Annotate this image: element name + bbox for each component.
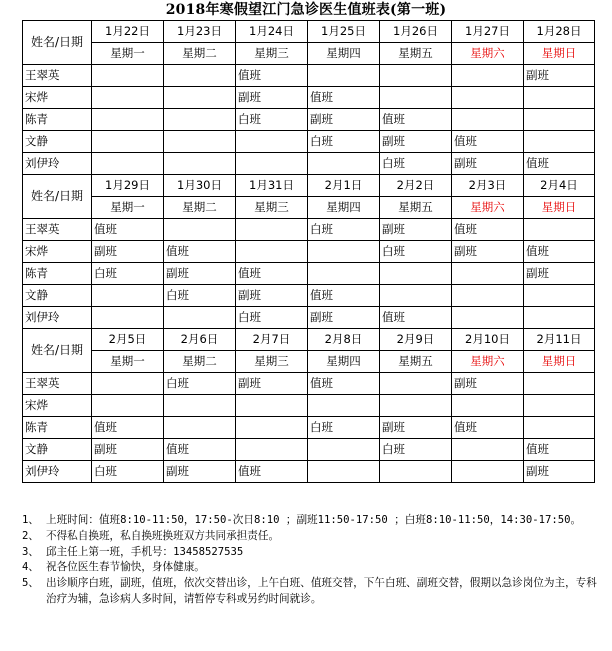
weekday-header: 星期六 (452, 43, 524, 65)
date-header: 2月4日 (524, 175, 595, 197)
shift-cell (308, 241, 380, 263)
doctor-name: 刘伊玲 (23, 461, 92, 483)
shift-cell: 白班 (308, 131, 380, 153)
weekday-header: 星期四 (308, 197, 380, 219)
shift-cell: 白班 (380, 241, 452, 263)
shift-cell (164, 219, 236, 241)
doctor-row (23, 461, 595, 483)
shift-cell (308, 153, 380, 175)
date-header: 2月11日 (524, 329, 595, 351)
shift-cell: 值班 (236, 263, 308, 285)
note-item (22, 529, 602, 545)
shift-cell: 副班 (452, 241, 524, 263)
shift-cell (380, 285, 452, 307)
shift-cell (92, 307, 164, 329)
shift-cell: 白班 (164, 285, 236, 307)
weekday-header: 星期日 (524, 197, 595, 219)
date-header: 2月10日 (452, 329, 524, 351)
note-number: 3、 (22, 545, 39, 558)
weekday-header: 星期日 (524, 43, 595, 65)
page-title: 2018年寒假望江门急诊医生值班表(第一班) (165, 2, 447, 18)
weekday-header: 星期五 (380, 43, 452, 65)
shift-cell: 值班 (308, 87, 380, 109)
weekday-header: 星期二 (164, 43, 236, 65)
shift-cell (164, 395, 236, 417)
date-header: 2月2日 (380, 175, 452, 197)
shift-cell (236, 241, 308, 263)
shift-cell (164, 307, 236, 329)
shift-cell: 副班 (164, 263, 236, 285)
date-header: 1月25日 (308, 21, 380, 43)
weekday-header: 星期六 (452, 197, 524, 219)
shift-cell: 值班 (92, 219, 164, 241)
weekday-header: 星期一 (92, 197, 164, 219)
shift-cell (452, 461, 524, 483)
shift-cell (236, 417, 308, 439)
shift-cell (236, 439, 308, 461)
doctor-row (23, 131, 595, 153)
date-header: 1月24日 (236, 21, 308, 43)
shift-cell: 值班 (452, 417, 524, 439)
doctor-row (23, 87, 595, 109)
notes-section (22, 513, 602, 608)
weekday-header: 星期三 (236, 351, 308, 373)
date-header: 2月3日 (452, 175, 524, 197)
doctor-row (23, 241, 595, 263)
shift-cell: 副班 (308, 109, 380, 131)
shift-cell (524, 395, 595, 417)
shift-cell (524, 285, 595, 307)
shift-cell: 副班 (380, 131, 452, 153)
shift-cell (452, 285, 524, 307)
shift-cell (308, 461, 380, 483)
doctor-name: 陈青 (23, 109, 92, 131)
weekday-row (23, 351, 595, 373)
date-header: 2月9日 (380, 329, 452, 351)
shift-cell (92, 373, 164, 395)
shift-cell: 副班 (236, 87, 308, 109)
note-text: 祝各位医生春节愉快，身体健康。 (46, 561, 205, 574)
weekday-row (23, 43, 595, 65)
shift-cell: 副班 (524, 263, 595, 285)
shift-cell: 值班 (164, 439, 236, 461)
doctor-row (23, 307, 595, 329)
shift-cell: 白班 (308, 219, 380, 241)
note-text: 出诊顺序白班，副班，值班，依次交替出诊，上午白班、值班交替，下午白班、副班交替，假期以急诊岗位为主，专科治疗为辅，急诊病人多时间，请暂停专科或另约时间就诊。 (46, 577, 597, 605)
doctor-name: 刘伊玲 (23, 153, 92, 175)
shift-cell (164, 87, 236, 109)
shift-cell (92, 87, 164, 109)
shift-cell (164, 109, 236, 131)
note-number: 5、 (22, 577, 39, 590)
shift-cell: 值班 (236, 65, 308, 87)
note-number: 4、 (22, 561, 39, 574)
shift-cell: 值班 (524, 439, 595, 461)
weekday-header: 星期四 (308, 43, 380, 65)
shift-cell: 值班 (308, 285, 380, 307)
shift-cell (524, 219, 595, 241)
shift-cell (380, 65, 452, 87)
date-header: 2月1日 (308, 175, 380, 197)
shift-cell (164, 131, 236, 153)
shift-cell (524, 87, 595, 109)
name-date-header: 姓名/日期 (23, 21, 92, 65)
note-item (22, 576, 602, 608)
date-header: 1月27日 (452, 21, 524, 43)
shift-cell: 值班 (380, 307, 452, 329)
name-date-header: 姓名/日期 (23, 175, 92, 219)
shift-cell (524, 109, 595, 131)
date-header: 1月29日 (92, 175, 164, 197)
shift-cell: 值班 (380, 109, 452, 131)
doctor-name: 宋烨 (23, 395, 92, 417)
doctor-row (23, 153, 595, 175)
note-text: 上班时间：值班8:10-11:50，17:50-次日8:10 ；副班11:50-17:50 ；白班8:10-11:50，14:30-17:50。 (46, 514, 582, 526)
note-text: 邱主任上第一班，手机号：13458527535 (46, 545, 244, 558)
shift-cell: 值班 (92, 417, 164, 439)
weekday-header: 星期五 (380, 197, 452, 219)
shift-cell (164, 417, 236, 439)
shift-cell: 副班 (452, 153, 524, 175)
doctor-row (23, 109, 595, 131)
shift-cell (524, 417, 595, 439)
shift-cell (236, 395, 308, 417)
shift-cell (380, 263, 452, 285)
date-header: 2月8日 (308, 329, 380, 351)
weekday-header: 星期一 (92, 351, 164, 373)
doctor-name: 文静 (23, 131, 92, 153)
shift-cell (452, 307, 524, 329)
doctor-row (23, 395, 595, 417)
shift-cell (92, 109, 164, 131)
doctor-row (23, 65, 595, 87)
shift-cell (524, 131, 595, 153)
shift-cell (380, 373, 452, 395)
shift-cell (308, 263, 380, 285)
note-text: 不得私自换班，私自换班换班双方共同承担责任。 (46, 529, 280, 542)
name-date-header: 姓名/日期 (23, 329, 92, 373)
shift-cell: 副班 (236, 373, 308, 395)
doctor-name: 刘伊玲 (23, 307, 92, 329)
date-header: 1月28日 (524, 21, 595, 43)
note-number: 1、 (22, 514, 39, 526)
shift-cell (380, 87, 452, 109)
shift-cell: 白班 (92, 263, 164, 285)
shift-cell: 副班 (380, 219, 452, 241)
shift-cell (92, 395, 164, 417)
shift-cell: 副班 (524, 461, 595, 483)
doctor-name: 陈青 (23, 417, 92, 439)
shift-cell: 值班 (452, 219, 524, 241)
shift-cell: 副班 (164, 461, 236, 483)
shift-cell: 值班 (164, 241, 236, 263)
shift-cell (524, 373, 595, 395)
doctor-row (23, 439, 595, 461)
date-header: 2月5日 (92, 329, 164, 351)
shift-cell (380, 395, 452, 417)
shift-cell: 副班 (452, 373, 524, 395)
shift-cell: 值班 (524, 241, 595, 263)
shift-cell: 值班 (524, 153, 595, 175)
shift-cell: 白班 (236, 109, 308, 131)
duty-schedule-table (22, 20, 595, 483)
shift-cell: 白班 (308, 417, 380, 439)
doctor-name: 宋烨 (23, 241, 92, 263)
shift-cell: 白班 (164, 373, 236, 395)
shift-cell: 副班 (236, 285, 308, 307)
weekday-header: 星期四 (308, 351, 380, 373)
shift-cell: 值班 (308, 373, 380, 395)
shift-cell (236, 131, 308, 153)
shift-cell: 副班 (524, 65, 595, 87)
shift-cell (524, 307, 595, 329)
shift-cell (236, 153, 308, 175)
doctor-name: 陈青 (23, 263, 92, 285)
shift-cell (92, 153, 164, 175)
doctor-name: 王翠英 (23, 373, 92, 395)
doctor-row (23, 219, 595, 241)
shift-cell: 白班 (380, 439, 452, 461)
shift-cell: 副班 (308, 307, 380, 329)
shift-cell (452, 263, 524, 285)
weekday-header: 星期三 (236, 197, 308, 219)
shift-cell (452, 439, 524, 461)
date-header: 2月7日 (236, 329, 308, 351)
date-row (23, 21, 595, 43)
shift-cell (92, 65, 164, 87)
note-number: 2、 (22, 529, 39, 542)
shift-cell (164, 65, 236, 87)
weekday-row (23, 197, 595, 219)
shift-cell (452, 65, 524, 87)
shift-cell (452, 109, 524, 131)
doctor-name: 王翠英 (23, 219, 92, 241)
doctor-row (23, 285, 595, 307)
date-row (23, 329, 595, 351)
shift-cell: 值班 (452, 131, 524, 153)
weekday-header: 星期三 (236, 43, 308, 65)
shift-cell (452, 395, 524, 417)
shift-cell: 副班 (92, 439, 164, 461)
shift-cell: 副班 (92, 241, 164, 263)
shift-cell: 值班 (236, 461, 308, 483)
shift-cell (92, 131, 164, 153)
duty-schedule-body (23, 21, 595, 483)
doctor-row (23, 263, 595, 285)
doctor-name: 文静 (23, 439, 92, 461)
shift-cell: 白班 (92, 461, 164, 483)
shift-cell (380, 461, 452, 483)
note-item (22, 545, 602, 561)
shift-cell: 副班 (380, 417, 452, 439)
doctor-row (23, 373, 595, 395)
weekday-header: 星期五 (380, 351, 452, 373)
note-item (22, 560, 602, 576)
shift-cell (164, 153, 236, 175)
date-header: 1月26日 (380, 21, 452, 43)
date-header: 1月30日 (164, 175, 236, 197)
doctor-name: 宋烨 (23, 87, 92, 109)
note-item (22, 513, 602, 529)
weekday-header: 星期六 (452, 351, 524, 373)
shift-cell: 白班 (380, 153, 452, 175)
doctor-row (23, 417, 595, 439)
date-header: 1月22日 (92, 21, 164, 43)
shift-cell (236, 219, 308, 241)
shift-cell (308, 439, 380, 461)
weekday-header: 星期日 (524, 351, 595, 373)
shift-cell (92, 285, 164, 307)
weekday-header: 星期二 (164, 351, 236, 373)
shift-cell: 白班 (236, 307, 308, 329)
doctor-name: 文静 (23, 285, 92, 307)
shift-cell (452, 87, 524, 109)
date-header: 1月31日 (236, 175, 308, 197)
date-header: 2月6日 (164, 329, 236, 351)
date-row (23, 175, 595, 197)
weekday-header: 星期一 (92, 43, 164, 65)
date-header: 1月23日 (164, 21, 236, 43)
shift-cell (308, 395, 380, 417)
doctor-name: 王翠英 (23, 65, 92, 87)
weekday-header: 星期二 (164, 197, 236, 219)
shift-cell (308, 65, 380, 87)
